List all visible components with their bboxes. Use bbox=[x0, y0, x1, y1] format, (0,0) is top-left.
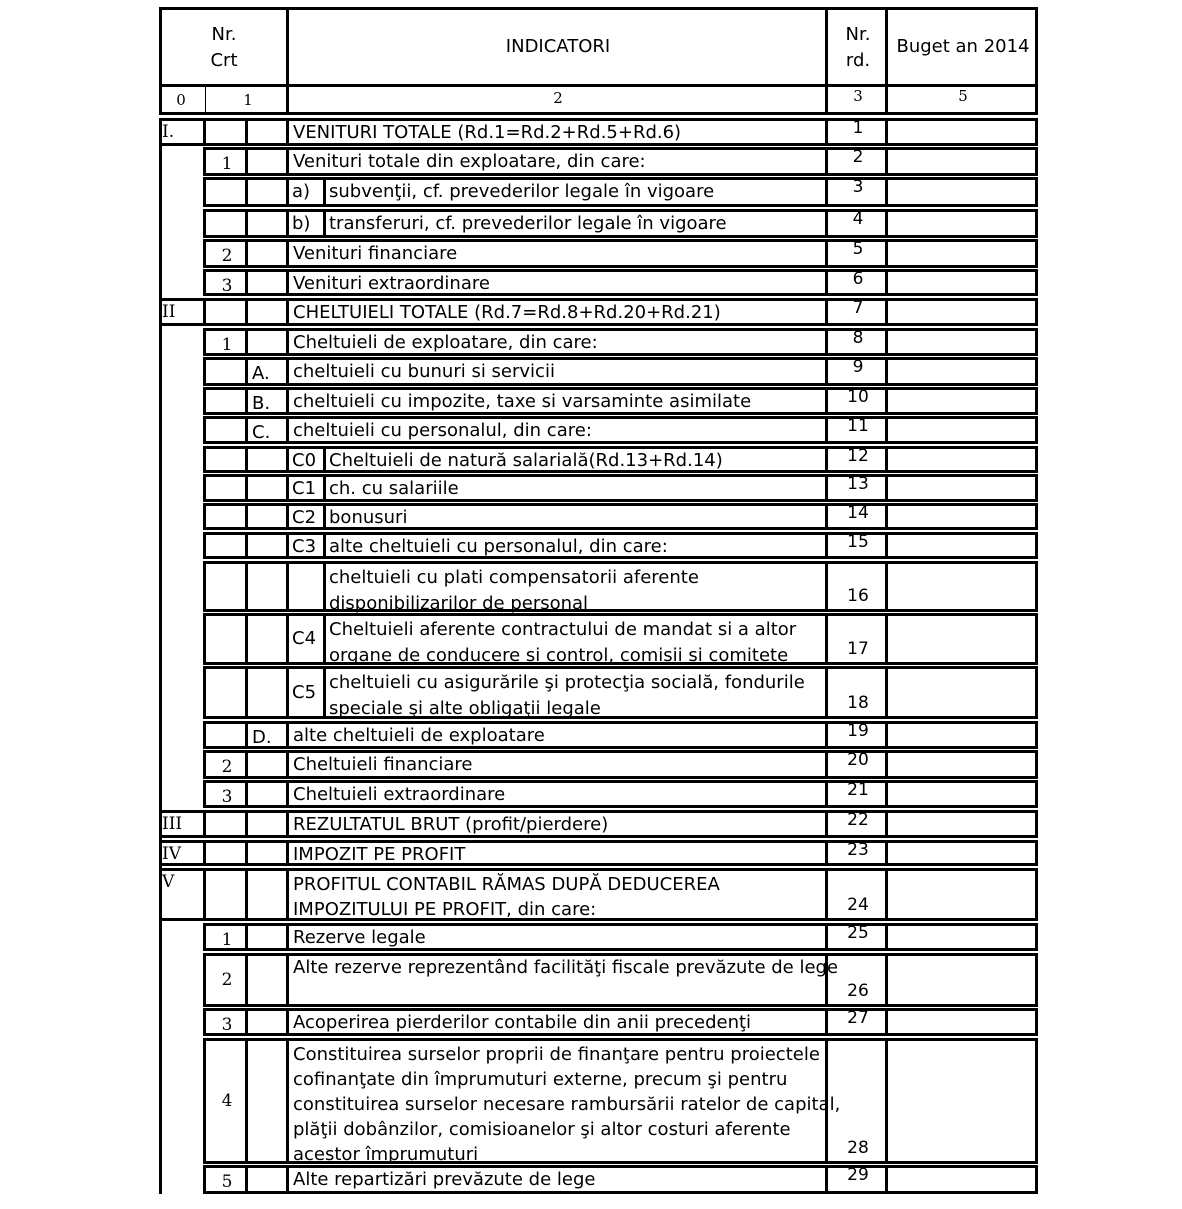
row-sub-code: b) bbox=[292, 213, 311, 234]
sub-index-cell bbox=[203, 209, 248, 238]
row-number: 9 bbox=[852, 357, 864, 377]
row-letter-label: B. bbox=[252, 393, 271, 414]
value-cell bbox=[885, 613, 1038, 665]
row-indicator-label: Venituri financiare bbox=[293, 243, 458, 264]
row-indicator-label: IMPOZIT PE PROFIT bbox=[293, 844, 466, 865]
value-cell bbox=[885, 177, 1038, 207]
row-sub-index: 3 bbox=[221, 787, 233, 807]
row-number: 21 bbox=[847, 780, 869, 800]
row-sub-index: 2 bbox=[221, 970, 233, 990]
value-cell bbox=[885, 503, 1038, 530]
value-cell bbox=[885, 532, 1038, 559]
row-number: 15 bbox=[847, 532, 869, 552]
letter-cell bbox=[245, 561, 289, 612]
row-indicator-label: bonusuri bbox=[329, 507, 408, 528]
header-nr-rd-top: Nr. bbox=[845, 24, 871, 45]
value-cell bbox=[885, 239, 1038, 268]
row-indicator-label: Cheltuieli aferente contractului de mandat si a altor organe de conducere si control, comisii si comitete bbox=[329, 619, 797, 666]
header-buget-label: Buget an 2014 bbox=[896, 36, 1030, 57]
letter-cell bbox=[245, 298, 289, 326]
row-sub-code: C0 bbox=[292, 450, 317, 471]
row-number: 11 bbox=[847, 416, 869, 436]
row-indicator-label: Cheltuieli de exploatare, din care: bbox=[293, 332, 598, 353]
letter-cell bbox=[245, 474, 289, 502]
sub-code-cell bbox=[286, 561, 326, 612]
value-cell bbox=[885, 1038, 1038, 1164]
row-indicator-label: alte cheltuieli cu personalul, din care: bbox=[329, 536, 668, 557]
value-cell bbox=[885, 721, 1038, 749]
row-number: 24 bbox=[847, 895, 869, 915]
letter-cell bbox=[245, 953, 289, 1007]
row-letter-label: D. bbox=[252, 727, 272, 748]
value-cell bbox=[885, 357, 1038, 386]
sub-index-cell bbox=[203, 416, 248, 444]
row-number: 10 bbox=[847, 387, 869, 407]
sub-index-cell bbox=[203, 666, 248, 719]
value-cell bbox=[885, 298, 1038, 326]
row-sub-index: 1 bbox=[221, 154, 233, 174]
letter-cell bbox=[245, 868, 289, 921]
row-indicator-label: subvenţii, cf. prevederilor legale în vigoare bbox=[329, 181, 715, 202]
row-sub-code: C4 bbox=[292, 628, 317, 649]
value-cell bbox=[885, 387, 1038, 415]
header-nr-rd-bottom: rd. bbox=[845, 50, 871, 71]
letter-cell bbox=[245, 780, 289, 808]
row-sub-code: C2 bbox=[292, 507, 317, 528]
row-indicator-label: Cheltuieli extraordinare bbox=[293, 784, 506, 805]
row-number: 14 bbox=[847, 503, 869, 523]
row-indicator-label: VENITURI TOTALE (Rd.1=Rd.2+Rd.5+Rd.6) bbox=[293, 122, 682, 143]
row-number: 25 bbox=[847, 923, 869, 943]
numbering-label-2: 2 bbox=[553, 89, 563, 107]
row-number: 8 bbox=[852, 328, 864, 348]
row-indicator-label: PROFITUL CONTABIL RĂMAS DUPĂ DEDUCEREA IMPOZITULUI PE PROFIT, din care: bbox=[293, 874, 720, 920]
roman-column-spine bbox=[159, 118, 162, 1194]
value-cell bbox=[885, 840, 1038, 866]
row-indicator-label: cheltuieli cu personalul, din care: bbox=[293, 420, 592, 441]
row-roman-numeral: IV bbox=[162, 844, 181, 864]
row-number: 22 bbox=[847, 810, 869, 830]
letter-cell bbox=[245, 1165, 289, 1194]
letter-cell bbox=[245, 177, 289, 207]
row-sub-index: 3 bbox=[221, 1015, 233, 1035]
row-letter-label: C. bbox=[252, 422, 271, 443]
sub-index-cell bbox=[203, 721, 248, 749]
sub-index-cell bbox=[203, 298, 248, 326]
letter-cell bbox=[245, 840, 289, 866]
row-indicator-label: transferuri, cf. prevederilor legale în vigoare bbox=[329, 213, 727, 234]
row-number: 27 bbox=[847, 1008, 869, 1028]
header-nr-label: Nr. bbox=[211, 24, 237, 45]
value-cell bbox=[885, 1165, 1038, 1194]
value-cell bbox=[885, 1008, 1038, 1036]
row-number: 18 bbox=[847, 693, 869, 713]
row-sub-code: C3 bbox=[292, 536, 317, 557]
row-sub-index: 5 bbox=[221, 1172, 233, 1192]
sub-index-cell bbox=[203, 446, 248, 473]
value-cell bbox=[885, 953, 1038, 1007]
letter-cell bbox=[245, 923, 289, 951]
sub-index-cell bbox=[203, 387, 248, 415]
value-cell bbox=[885, 269, 1038, 296]
row-indicator-label: REZULTATUL BRUT (profit/pierdere) bbox=[293, 814, 609, 835]
sub-index-cell bbox=[203, 613, 248, 665]
row-sub-index: 2 bbox=[221, 757, 233, 777]
sub-index-cell bbox=[203, 474, 248, 502]
row-number: 1 bbox=[852, 118, 864, 138]
row-number: 26 bbox=[847, 981, 869, 1001]
value-cell bbox=[885, 446, 1038, 473]
sub-index-cell bbox=[203, 840, 248, 866]
row-number: 4 bbox=[852, 209, 864, 229]
row-number: 12 bbox=[847, 446, 869, 466]
row-indicator-label: Cheltuieli de natură salarială(Rd.13+Rd.14) bbox=[329, 450, 723, 471]
row-indicator-label: cheltuieli cu plati compensatorii aferente disponibilizarilor de personal bbox=[329, 567, 699, 614]
row-indicator-label: ch. cu salariile bbox=[329, 478, 459, 499]
row-sub-index: 2 bbox=[221, 246, 233, 266]
row-roman-numeral: V bbox=[162, 872, 175, 892]
value-cell bbox=[885, 666, 1038, 719]
row-indicator-label: Venituri totale din exploatare, din care: bbox=[293, 151, 646, 172]
sub-index-cell bbox=[203, 357, 248, 386]
header-nr-rd-cell bbox=[825, 7, 888, 87]
letter-cell bbox=[245, 666, 289, 719]
row-indicator-label: cheltuieli cu impozite, taxe si varsaminte asimilate bbox=[293, 391, 752, 412]
row-number: 6 bbox=[852, 269, 864, 289]
row-sub-code: C5 bbox=[292, 682, 317, 703]
value-cell bbox=[885, 868, 1038, 921]
sub-index-cell bbox=[203, 532, 248, 559]
row-sub-index: 3 bbox=[221, 276, 233, 296]
row-number: 28 bbox=[847, 1138, 869, 1158]
value-cell bbox=[885, 474, 1038, 502]
row-sub-code: a) bbox=[292, 181, 311, 202]
row-indicator-label: alte cheltuieli de exploatare bbox=[293, 725, 545, 746]
row-number: 20 bbox=[847, 750, 869, 770]
letter-cell bbox=[245, 1038, 289, 1164]
sub-index-cell bbox=[203, 561, 248, 612]
row-sub-index: 1 bbox=[221, 930, 233, 950]
letter-cell bbox=[245, 1008, 289, 1036]
row-indicator-label: Acoperirea pierderilor contabile din anii precedenţi bbox=[293, 1012, 752, 1033]
value-cell bbox=[885, 209, 1038, 238]
row-number: 5 bbox=[852, 239, 864, 259]
letter-cell bbox=[245, 532, 289, 559]
row-indicator-label: Constituirea surselor proprii de finanţare pentru proiectele cofinanţate din împrumuturi externe, precum şi pentru constituirea surselor necesare rambursării ratelor de capital, plăţii dobânzilor, comisioanelor şi altor costuri aferente acestor împrumuturi bbox=[293, 1044, 841, 1165]
row-number: 23 bbox=[847, 840, 869, 860]
value-cell bbox=[885, 561, 1038, 612]
row-sub-code: C1 bbox=[292, 478, 317, 499]
letter-cell bbox=[245, 613, 289, 665]
row-sub-index: 4 bbox=[221, 1091, 233, 1111]
row-roman-numeral: III bbox=[162, 814, 183, 834]
sub-index-cell bbox=[203, 503, 248, 530]
row-sub-index: 1 bbox=[221, 335, 233, 355]
letter-cell bbox=[245, 503, 289, 530]
row-number: 19 bbox=[847, 721, 869, 741]
numbering-label-0: 0 bbox=[176, 91, 186, 109]
row-indicator-label: Alte repartizări prevăzute de lege bbox=[293, 1169, 596, 1190]
value-cell bbox=[885, 750, 1038, 779]
value-cell bbox=[885, 147, 1038, 176]
header-crt-label: Crt bbox=[210, 50, 238, 71]
letter-cell bbox=[245, 328, 289, 356]
letter-cell bbox=[245, 269, 289, 296]
value-cell bbox=[885, 118, 1038, 146]
row-indicator-label: cheltuieli cu bunuri si servicii bbox=[293, 361, 555, 382]
value-cell bbox=[885, 780, 1038, 808]
sub-index-cell bbox=[203, 810, 248, 838]
row-roman-numeral: II bbox=[162, 302, 176, 322]
row-indicator-label: Venituri extraordinare bbox=[293, 273, 490, 294]
row-indicator-label: Alte rezerve reprezentând facilităţi fiscale prevăzute de lege bbox=[293, 957, 839, 978]
header-indicatori-label: INDICATORI bbox=[505, 36, 611, 57]
row-number: 7 bbox=[852, 298, 864, 318]
sub-index-cell bbox=[203, 177, 248, 207]
header-nr-crt-cell bbox=[159, 7, 289, 87]
value-cell bbox=[885, 416, 1038, 444]
row-number: 29 bbox=[847, 1165, 869, 1185]
letter-cell bbox=[245, 810, 289, 838]
sub-index-cell bbox=[203, 118, 248, 146]
letter-cell bbox=[245, 147, 289, 176]
row-number: 2 bbox=[852, 147, 864, 167]
row-letter-label: A. bbox=[252, 363, 270, 384]
row-indicator-label: CHELTUIELI TOTALE (Rd.7=Rd.8+Rd.20+Rd.21) bbox=[293, 302, 721, 323]
numbering-label-1: 1 bbox=[243, 91, 253, 109]
numbering-label-5: 5 bbox=[958, 87, 968, 105]
sub-index-cell bbox=[203, 868, 248, 921]
row-number: 13 bbox=[847, 474, 869, 494]
row-indicator-label: Rezerve legale bbox=[293, 927, 426, 948]
row-indicator-label: Cheltuieli financiare bbox=[293, 754, 473, 775]
value-cell bbox=[885, 810, 1038, 838]
letter-cell bbox=[245, 118, 289, 146]
numbering-label-3: 3 bbox=[853, 87, 863, 105]
row-number: 17 bbox=[847, 639, 869, 659]
letter-cell bbox=[245, 239, 289, 268]
letter-cell bbox=[245, 750, 289, 779]
row-roman-numeral: I. bbox=[162, 122, 175, 142]
value-cell bbox=[885, 923, 1038, 951]
row-indicator-label: cheltuieli cu asigurările şi protecţia socială, fondurile speciale şi alte obligaţii legale bbox=[329, 672, 805, 719]
value-cell bbox=[885, 328, 1038, 356]
row-number: 16 bbox=[847, 586, 869, 606]
letter-cell bbox=[245, 446, 289, 473]
row-number: 3 bbox=[852, 177, 864, 197]
letter-cell bbox=[245, 209, 289, 238]
